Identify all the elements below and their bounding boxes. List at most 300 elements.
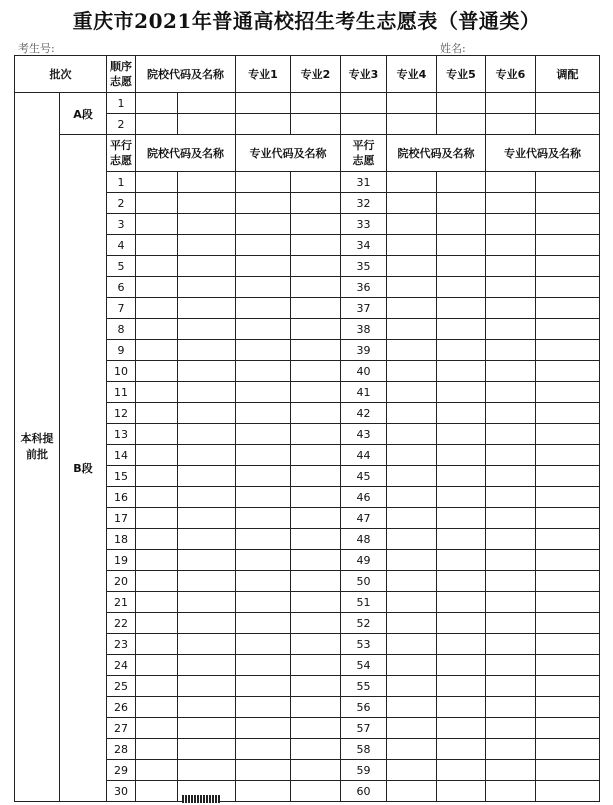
school-code-cell[interactable] bbox=[387, 424, 437, 445]
school-name-cell[interactable] bbox=[178, 613, 236, 634]
school-code-cell[interactable] bbox=[136, 550, 178, 571]
school-name-cell[interactable] bbox=[178, 508, 236, 529]
header-order bbox=[107, 56, 136, 93]
major-name-cell[interactable] bbox=[536, 361, 600, 382]
school-code-cell[interactable] bbox=[387, 193, 437, 214]
school-code-cell[interactable] bbox=[136, 382, 178, 403]
school-name-cell[interactable] bbox=[178, 466, 236, 487]
major-name-cell[interactable] bbox=[291, 571, 341, 592]
school-code-cell[interactable] bbox=[387, 256, 437, 277]
school-code-cell[interactable] bbox=[387, 382, 437, 403]
school-code-cell[interactable] bbox=[387, 613, 437, 634]
school-code-cell[interactable] bbox=[136, 172, 178, 193]
school-name-cell[interactable] bbox=[437, 550, 486, 571]
major-name-cell[interactable] bbox=[291, 487, 341, 508]
b-right-number: 53 bbox=[341, 634, 387, 655]
b-left-number: 14 bbox=[107, 445, 136, 466]
major-code-cell[interactable] bbox=[236, 676, 291, 697]
school-name-cell[interactable] bbox=[178, 571, 236, 592]
b-right-number: 36 bbox=[341, 277, 387, 298]
major-code-cell[interactable] bbox=[236, 256, 291, 277]
major-name-cell[interactable] bbox=[291, 466, 341, 487]
major-code-cell[interactable] bbox=[486, 781, 536, 802]
school-name-cell[interactable] bbox=[437, 214, 486, 235]
qr-code-strip bbox=[182, 795, 220, 803]
major-name-cell[interactable] bbox=[536, 235, 600, 256]
school-name-cell[interactable] bbox=[178, 697, 236, 718]
major-code-cell[interactable] bbox=[236, 613, 291, 634]
major-name-cell[interactable] bbox=[536, 298, 600, 319]
major-code-cell[interactable] bbox=[236, 655, 291, 676]
major-3-cell[interactable] bbox=[341, 93, 387, 114]
major-code-cell[interactable] bbox=[236, 214, 291, 235]
school-code-cell[interactable] bbox=[136, 214, 178, 235]
b-left-number: 23 bbox=[107, 634, 136, 655]
major-name-cell[interactable] bbox=[536, 676, 600, 697]
school-code-cell[interactable] bbox=[136, 592, 178, 613]
school-name-cell[interactable] bbox=[178, 319, 236, 340]
major-code-cell[interactable] bbox=[236, 277, 291, 298]
school-code-cell[interactable] bbox=[387, 466, 437, 487]
major-code-cell[interactable] bbox=[486, 235, 536, 256]
major-3-cell[interactable] bbox=[341, 114, 387, 135]
school-code-cell[interactable] bbox=[387, 592, 437, 613]
school-name-cell[interactable] bbox=[178, 382, 236, 403]
major-name-cell[interactable] bbox=[536, 529, 600, 550]
school-code-cell[interactable] bbox=[387, 235, 437, 256]
major-name-cell[interactable] bbox=[536, 718, 600, 739]
school-name-cell[interactable] bbox=[437, 403, 486, 424]
major-code-cell[interactable] bbox=[486, 718, 536, 739]
school-name-cell[interactable] bbox=[437, 487, 486, 508]
major-code-cell[interactable] bbox=[236, 487, 291, 508]
application-form-table bbox=[14, 55, 600, 802]
major-name-cell[interactable] bbox=[291, 361, 341, 382]
school-name-cell[interactable] bbox=[178, 93, 236, 114]
major-name-cell[interactable] bbox=[536, 340, 600, 361]
school-name-cell[interactable] bbox=[178, 550, 236, 571]
major-code-cell[interactable] bbox=[486, 676, 536, 697]
school-name-cell[interactable] bbox=[178, 424, 236, 445]
major-name-cell[interactable] bbox=[291, 214, 341, 235]
b-left-number: 9 bbox=[107, 340, 136, 361]
school-code-cell[interactable] bbox=[387, 340, 437, 361]
school-name-cell[interactable] bbox=[178, 529, 236, 550]
b-left-number: 26 bbox=[107, 697, 136, 718]
school-name-cell[interactable] bbox=[437, 571, 486, 592]
header-major-3: 专业3 bbox=[341, 56, 387, 93]
major-5-cell[interactable] bbox=[437, 93, 486, 114]
major-name-cell[interactable] bbox=[291, 634, 341, 655]
major-6-cell[interactable] bbox=[486, 93, 536, 114]
major-code-cell[interactable] bbox=[486, 256, 536, 277]
major-name-cell[interactable] bbox=[291, 655, 341, 676]
major-name-cell[interactable] bbox=[291, 340, 341, 361]
major-code-cell[interactable] bbox=[486, 361, 536, 382]
b-left-number: 11 bbox=[107, 382, 136, 403]
school-name-cell[interactable] bbox=[178, 361, 236, 382]
major-code-cell[interactable] bbox=[486, 487, 536, 508]
major-code-cell[interactable] bbox=[236, 739, 291, 760]
major-code-cell[interactable] bbox=[486, 613, 536, 634]
school-code-cell[interactable] bbox=[136, 277, 178, 298]
major-code-cell[interactable] bbox=[486, 655, 536, 676]
major-2-cell[interactable] bbox=[291, 93, 341, 114]
school-code-cell[interactable] bbox=[136, 487, 178, 508]
major-name-cell[interactable] bbox=[536, 697, 600, 718]
school-code-cell[interactable] bbox=[387, 487, 437, 508]
major-code-cell[interactable] bbox=[486, 340, 536, 361]
major-name-cell[interactable] bbox=[291, 718, 341, 739]
school-code-cell[interactable] bbox=[387, 214, 437, 235]
major-code-cell[interactable] bbox=[236, 697, 291, 718]
school-name-cell[interactable] bbox=[178, 114, 236, 135]
school-code-cell[interactable] bbox=[387, 760, 437, 781]
school-code-cell[interactable] bbox=[387, 361, 437, 382]
major-name-cell[interactable] bbox=[291, 193, 341, 214]
school-name-cell[interactable] bbox=[178, 718, 236, 739]
major-code-cell[interactable] bbox=[236, 319, 291, 340]
major-code-cell[interactable] bbox=[236, 235, 291, 256]
header-major-2: 专业2 bbox=[291, 56, 341, 93]
school-name-cell[interactable] bbox=[437, 529, 486, 550]
major-4-cell[interactable] bbox=[387, 93, 437, 114]
school-code-cell[interactable] bbox=[136, 114, 178, 135]
school-name-cell[interactable] bbox=[437, 172, 486, 193]
school-code-cell[interactable] bbox=[136, 403, 178, 424]
b-right-number: 49 bbox=[341, 550, 387, 571]
school-name-cell[interactable] bbox=[437, 508, 486, 529]
b-left-number: 16 bbox=[107, 487, 136, 508]
school-name-cell[interactable] bbox=[178, 256, 236, 277]
major-name-cell[interactable] bbox=[536, 193, 600, 214]
school-name-cell[interactable] bbox=[178, 340, 236, 361]
major-5-cell[interactable] bbox=[437, 114, 486, 135]
major-1-cell[interactable] bbox=[236, 114, 291, 135]
school-name-cell[interactable] bbox=[437, 298, 486, 319]
school-code-cell[interactable] bbox=[387, 634, 437, 655]
school-code-cell[interactable] bbox=[136, 298, 178, 319]
school-name-cell[interactable] bbox=[437, 235, 486, 256]
school-code-cell[interactable] bbox=[387, 529, 437, 550]
school-code-cell[interactable] bbox=[136, 760, 178, 781]
b-right-number: 31 bbox=[341, 172, 387, 193]
school-code-cell[interactable] bbox=[136, 319, 178, 340]
major-name-cell[interactable] bbox=[536, 634, 600, 655]
major-code-cell[interactable] bbox=[236, 382, 291, 403]
major-name-cell[interactable] bbox=[291, 592, 341, 613]
major-name-cell[interactable] bbox=[536, 382, 600, 403]
major-code-cell[interactable] bbox=[236, 424, 291, 445]
major-name-cell[interactable] bbox=[291, 235, 341, 256]
major-name-cell[interactable] bbox=[536, 550, 600, 571]
school-name-cell[interactable] bbox=[437, 445, 486, 466]
major-code-cell[interactable] bbox=[236, 781, 291, 802]
header-batch: 批次 bbox=[15, 56, 107, 93]
major-4-cell[interactable] bbox=[387, 114, 437, 135]
major-code-cell[interactable] bbox=[236, 571, 291, 592]
school-name-cell[interactable] bbox=[437, 277, 486, 298]
school-code-cell[interactable] bbox=[387, 655, 437, 676]
major-name-cell[interactable] bbox=[291, 676, 341, 697]
major-name-cell[interactable] bbox=[291, 760, 341, 781]
major-name-cell[interactable] bbox=[536, 760, 600, 781]
major-code-cell[interactable] bbox=[236, 508, 291, 529]
adjust-cell[interactable] bbox=[536, 93, 600, 114]
school-code-cell[interactable] bbox=[136, 93, 178, 114]
school-code-cell[interactable] bbox=[136, 508, 178, 529]
b-left-number: 20 bbox=[107, 571, 136, 592]
school-code-cell[interactable] bbox=[136, 634, 178, 655]
form-title: 重庆市2021年普通高校招生考生志愿表（普通类） bbox=[72, 9, 541, 33]
school-name-cell[interactable] bbox=[437, 781, 486, 802]
school-name-cell[interactable] bbox=[178, 193, 236, 214]
major-code-cell[interactable] bbox=[486, 382, 536, 403]
major-name-cell[interactable] bbox=[291, 277, 341, 298]
school-code-cell[interactable] bbox=[387, 739, 437, 760]
school-name-cell[interactable] bbox=[437, 592, 486, 613]
major-name-cell[interactable] bbox=[536, 403, 600, 424]
major-code-cell[interactable] bbox=[236, 193, 291, 214]
school-code-cell[interactable] bbox=[136, 697, 178, 718]
major-code-cell[interactable] bbox=[486, 592, 536, 613]
school-name-cell[interactable] bbox=[437, 424, 486, 445]
school-name-cell[interactable] bbox=[178, 655, 236, 676]
b-left-number: 29 bbox=[107, 760, 136, 781]
school-code-cell[interactable] bbox=[387, 697, 437, 718]
major-name-cell[interactable] bbox=[536, 739, 600, 760]
major-code-cell[interactable] bbox=[486, 445, 536, 466]
school-name-cell[interactable] bbox=[437, 340, 486, 361]
school-name-cell[interactable] bbox=[178, 277, 236, 298]
school-name-cell[interactable] bbox=[437, 361, 486, 382]
b-parallel-header bbox=[107, 135, 136, 172]
school-code-cell[interactable] bbox=[136, 256, 178, 277]
school-name-cell[interactable] bbox=[437, 193, 486, 214]
major-code-cell[interactable] bbox=[486, 172, 536, 193]
school-name-cell[interactable] bbox=[178, 739, 236, 760]
major-code-cell[interactable] bbox=[486, 424, 536, 445]
major-code-cell[interactable] bbox=[486, 403, 536, 424]
b-left-number: 22 bbox=[107, 613, 136, 634]
school-code-cell[interactable] bbox=[387, 571, 437, 592]
school-code-cell[interactable] bbox=[136, 361, 178, 382]
adjust-cell[interactable] bbox=[536, 114, 600, 135]
school-name-cell[interactable] bbox=[437, 613, 486, 634]
b-right-number: 50 bbox=[341, 571, 387, 592]
major-name-cell[interactable] bbox=[291, 382, 341, 403]
school-code-cell[interactable] bbox=[136, 676, 178, 697]
school-code-cell[interactable] bbox=[387, 445, 437, 466]
school-code-cell[interactable] bbox=[136, 739, 178, 760]
major-code-cell[interactable] bbox=[236, 718, 291, 739]
school-name-cell[interactable] bbox=[178, 235, 236, 256]
major-code-cell[interactable] bbox=[486, 277, 536, 298]
school-code-cell[interactable] bbox=[136, 613, 178, 634]
major-name-cell[interactable] bbox=[536, 508, 600, 529]
header-order-line: 志愿 bbox=[110, 75, 132, 88]
b-right-number: 47 bbox=[341, 508, 387, 529]
major-name-cell[interactable] bbox=[536, 256, 600, 277]
school-code-cell[interactable] bbox=[136, 529, 178, 550]
school-code-cell[interactable] bbox=[136, 340, 178, 361]
major-name-cell[interactable] bbox=[536, 214, 600, 235]
major-code-cell[interactable] bbox=[236, 529, 291, 550]
school-code-cell[interactable] bbox=[387, 319, 437, 340]
major-name-cell[interactable] bbox=[291, 508, 341, 529]
major-code-cell[interactable] bbox=[486, 697, 536, 718]
school-code-cell[interactable] bbox=[136, 445, 178, 466]
school-code-cell[interactable] bbox=[387, 298, 437, 319]
major-2-cell[interactable] bbox=[291, 114, 341, 135]
school-name-cell[interactable] bbox=[178, 172, 236, 193]
batch-name bbox=[15, 93, 60, 802]
major-code-cell[interactable] bbox=[236, 760, 291, 781]
b-school-header: 院校代码及名称 bbox=[136, 135, 236, 172]
school-name-cell[interactable] bbox=[437, 655, 486, 676]
school-name-cell[interactable] bbox=[178, 445, 236, 466]
school-name-cell[interactable] bbox=[178, 676, 236, 697]
school-name-cell[interactable] bbox=[437, 739, 486, 760]
student-name-label: 姓名: bbox=[440, 42, 466, 55]
school-code-cell[interactable] bbox=[136, 781, 178, 802]
school-code-cell[interactable] bbox=[136, 466, 178, 487]
major-code-cell[interactable] bbox=[486, 214, 536, 235]
header-major-5: 专业5 bbox=[437, 56, 486, 93]
major-name-cell[interactable] bbox=[291, 697, 341, 718]
major-1-cell[interactable] bbox=[236, 93, 291, 114]
major-name-cell[interactable] bbox=[536, 466, 600, 487]
school-code-cell[interactable] bbox=[387, 781, 437, 802]
major-name-cell[interactable] bbox=[536, 445, 600, 466]
school-name-cell[interactable] bbox=[437, 634, 486, 655]
b-parallel-header-2 bbox=[341, 135, 387, 172]
major-code-cell[interactable] bbox=[236, 172, 291, 193]
school-code-cell[interactable] bbox=[136, 235, 178, 256]
major-name-cell[interactable] bbox=[536, 424, 600, 445]
school-name-cell[interactable] bbox=[437, 760, 486, 781]
major-code-cell[interactable] bbox=[236, 592, 291, 613]
major-name-cell[interactable] bbox=[536, 613, 600, 634]
school-name-cell[interactable] bbox=[178, 403, 236, 424]
school-name-cell[interactable] bbox=[437, 676, 486, 697]
major-code-cell[interactable] bbox=[236, 466, 291, 487]
school-name-cell[interactable] bbox=[437, 256, 486, 277]
b-left-number: 24 bbox=[107, 655, 136, 676]
major-code-cell[interactable] bbox=[236, 445, 291, 466]
school-name-cell[interactable] bbox=[437, 718, 486, 739]
major-code-cell[interactable] bbox=[236, 340, 291, 361]
school-code-cell[interactable] bbox=[136, 718, 178, 739]
b-left-number: 30 bbox=[107, 781, 136, 802]
school-name-cell[interactable] bbox=[178, 634, 236, 655]
major-code-cell[interactable] bbox=[486, 550, 536, 571]
school-code-cell[interactable] bbox=[387, 403, 437, 424]
b-left-number: 27 bbox=[107, 718, 136, 739]
major-name-cell[interactable] bbox=[536, 571, 600, 592]
b-left-number: 21 bbox=[107, 592, 136, 613]
major-code-cell[interactable] bbox=[486, 529, 536, 550]
school-code-cell[interactable] bbox=[136, 571, 178, 592]
major-name-cell[interactable] bbox=[291, 781, 341, 802]
table-row bbox=[15, 135, 600, 172]
major-name-cell[interactable] bbox=[291, 550, 341, 571]
school-name-cell[interactable] bbox=[437, 319, 486, 340]
major-name-cell[interactable] bbox=[536, 592, 600, 613]
school-code-cell[interactable] bbox=[136, 655, 178, 676]
school-name-cell[interactable] bbox=[437, 466, 486, 487]
major-name-cell[interactable] bbox=[291, 298, 341, 319]
major-name-cell[interactable] bbox=[536, 319, 600, 340]
b-right-number: 58 bbox=[341, 739, 387, 760]
b-left-number: 18 bbox=[107, 529, 136, 550]
b-left-number: 5 bbox=[107, 256, 136, 277]
school-name-cell[interactable] bbox=[178, 592, 236, 613]
major-name-cell[interactable] bbox=[291, 739, 341, 760]
school-name-cell[interactable] bbox=[437, 697, 486, 718]
major-code-cell[interactable] bbox=[486, 466, 536, 487]
major-code-cell[interactable] bbox=[236, 298, 291, 319]
major-code-cell[interactable] bbox=[236, 550, 291, 571]
school-code-cell[interactable] bbox=[387, 172, 437, 193]
major-code-cell[interactable] bbox=[486, 739, 536, 760]
b-right-number: 33 bbox=[341, 214, 387, 235]
school-code-cell[interactable] bbox=[387, 718, 437, 739]
major-code-cell[interactable] bbox=[236, 634, 291, 655]
major-name-cell[interactable] bbox=[291, 424, 341, 445]
major-6-cell[interactable] bbox=[486, 114, 536, 135]
school-name-cell[interactable] bbox=[178, 760, 236, 781]
major-code-cell[interactable] bbox=[236, 403, 291, 424]
major-name-cell[interactable] bbox=[291, 445, 341, 466]
major-name-cell[interactable] bbox=[291, 403, 341, 424]
major-code-cell[interactable] bbox=[486, 298, 536, 319]
major-code-cell[interactable] bbox=[486, 634, 536, 655]
table-row bbox=[15, 56, 600, 93]
school-name-cell[interactable] bbox=[178, 214, 236, 235]
major-name-cell[interactable] bbox=[536, 655, 600, 676]
major-name-cell[interactable] bbox=[291, 613, 341, 634]
major-name-cell[interactable] bbox=[291, 256, 341, 277]
table-row bbox=[15, 93, 600, 114]
school-name-cell[interactable] bbox=[178, 487, 236, 508]
major-code-cell[interactable] bbox=[486, 319, 536, 340]
school-code-cell[interactable] bbox=[387, 508, 437, 529]
major-code-cell[interactable] bbox=[486, 193, 536, 214]
school-code-cell[interactable] bbox=[387, 550, 437, 571]
major-name-cell[interactable] bbox=[536, 277, 600, 298]
major-name-cell[interactable] bbox=[536, 487, 600, 508]
b-right-number: 45 bbox=[341, 466, 387, 487]
major-code-cell[interactable] bbox=[486, 760, 536, 781]
major-code-cell[interactable] bbox=[486, 508, 536, 529]
major-name-cell[interactable] bbox=[536, 172, 600, 193]
school-code-cell[interactable] bbox=[136, 193, 178, 214]
major-name-cell[interactable] bbox=[536, 781, 600, 802]
major-code-cell[interactable] bbox=[486, 571, 536, 592]
school-code-cell[interactable] bbox=[387, 277, 437, 298]
major-name-cell[interactable] bbox=[291, 529, 341, 550]
major-name-cell[interactable] bbox=[291, 172, 341, 193]
major-name-cell[interactable] bbox=[291, 319, 341, 340]
major-code-cell[interactable] bbox=[236, 361, 291, 382]
school-code-cell[interactable] bbox=[387, 676, 437, 697]
school-name-cell[interactable] bbox=[178, 298, 236, 319]
school-code-cell[interactable] bbox=[136, 424, 178, 445]
school-name-cell[interactable] bbox=[437, 382, 486, 403]
header-major-6: 专业6 bbox=[486, 56, 536, 93]
b-right-number: 55 bbox=[341, 676, 387, 697]
